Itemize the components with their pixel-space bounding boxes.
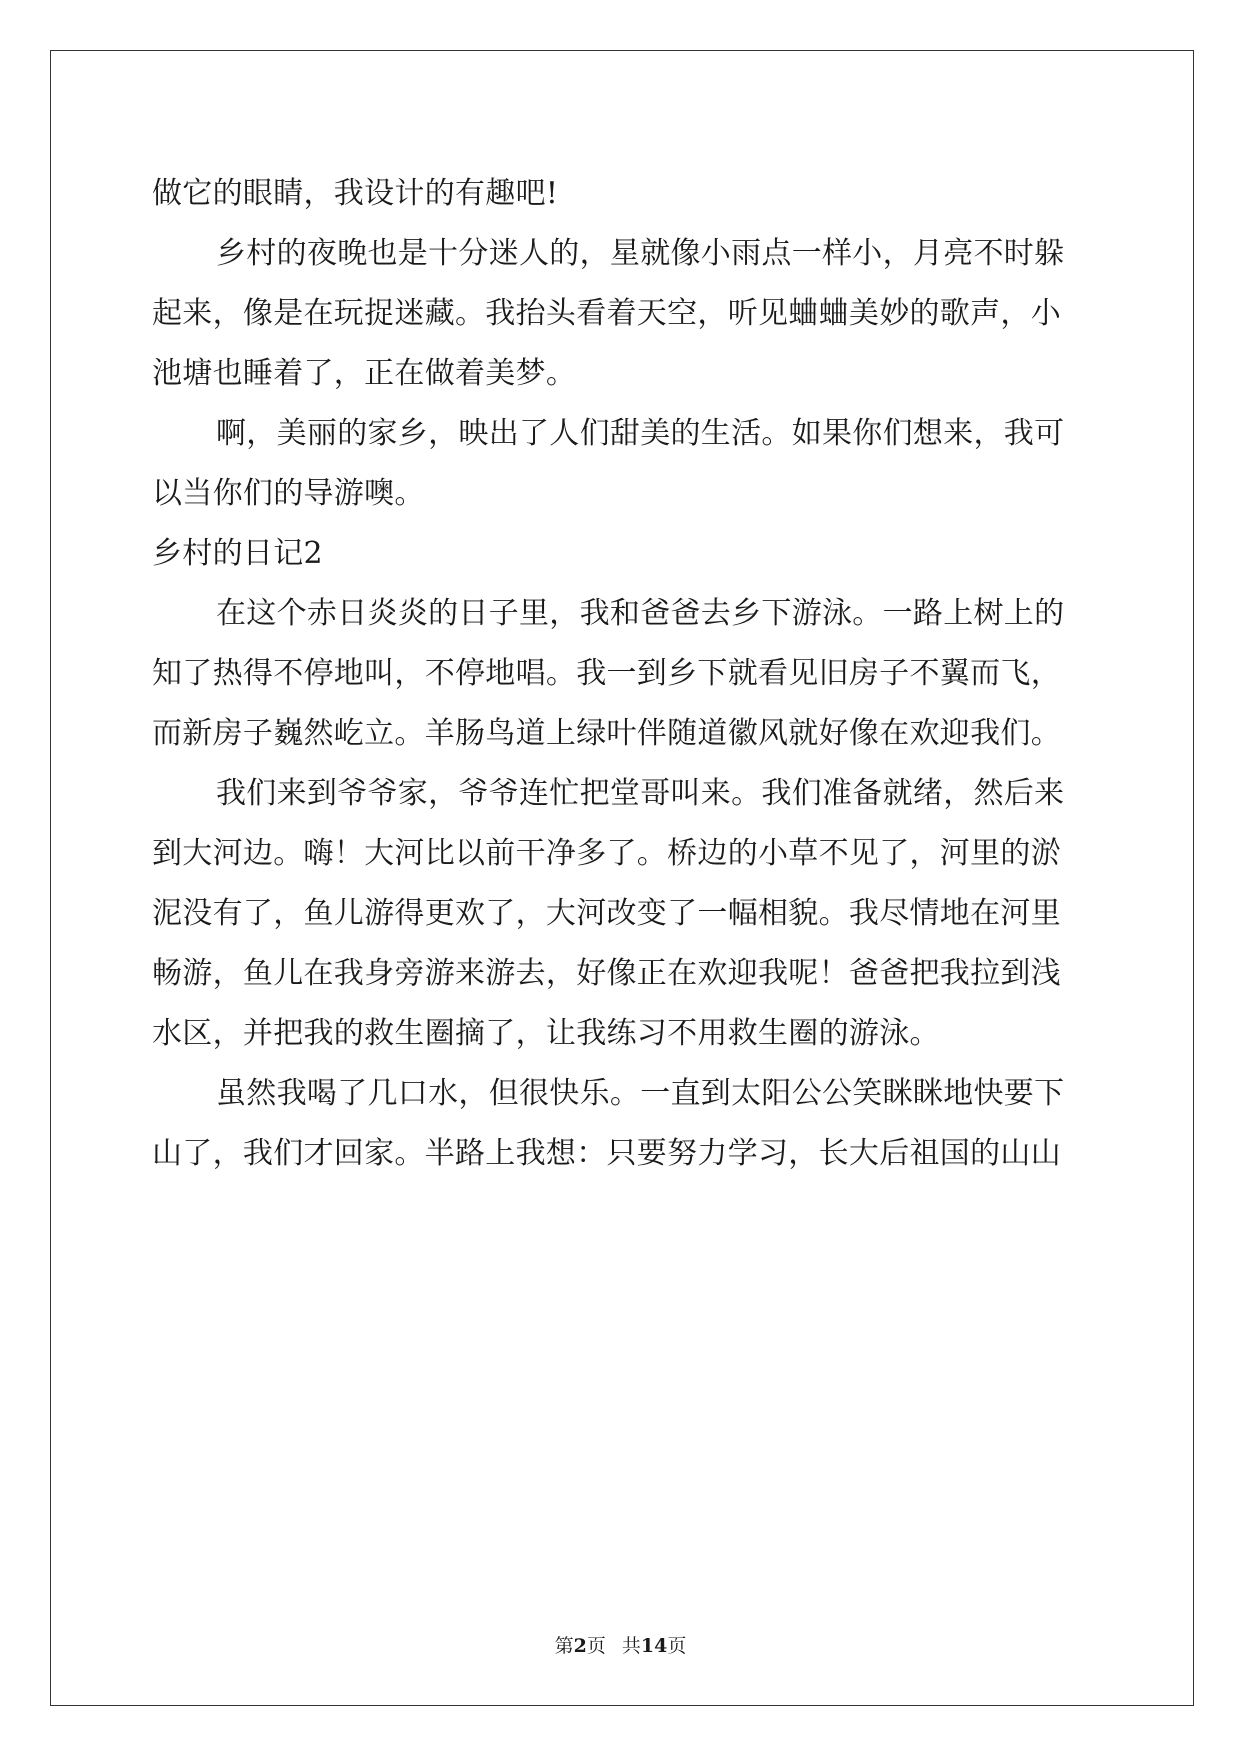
text-line: 池塘也睡着了，正在做着美梦。 [152,356,577,391]
text-line: 知了热得不停地叫，不停地唱。我一到乡下就看见旧房子不翼而飞， [152,656,1061,691]
text-line: 畅游，鱼儿在我身旁游来游去，好像正在欢迎我呢！爸爸把我拉到浅 [152,956,1061,991]
text-line: 起来，像是在玩捉迷藏。我抬头看着天空，听见蛐蛐美妙的歌声，小 [152,296,1061,331]
text-line: 做它的眼睛，我设计的有趣吧! [152,176,559,211]
text-line: 虽然我喝了几口水，但很快乐。一直到太阳公公笑眯眯地快要下 [216,1076,1065,1111]
total-pages-label: 共14页 [621,1635,687,1657]
page-footer [0,1631,1241,1658]
text-line: 到大河边。嗨！大河比以前干净多了。桥边的小草不见了，河里的淤 [152,836,1061,871]
text-line: 乡村的夜晚也是十分迷人的，星就像小雨点一样小，月亮不时躲 [216,236,1065,271]
page-number-label: 第2页 [554,1635,606,1657]
text-line: 而新房子巍然屹立。羊肠鸟道上绿叶伴随道徽风就好像在欢迎我们。 [152,716,1061,751]
text-line: 我们来到爷爷家，爷爷连忙把堂哥叫来。我们准备就绪，然后来 [216,776,1065,811]
total-pages: 14 [640,1635,668,1657]
text-line: 泥没有了，鱼儿游得更欢了，大河改变了一幅相貌。我尽情地在河里 [152,896,1061,931]
section-title: 乡村的日记2 [152,536,323,571]
text-line: 在这个赤日炎炎的日子里，我和爸爸去乡下游泳。一路上树上的 [216,596,1065,631]
text-line: 山了，我们才回家。半路上我想：只要努力学习，长大后祖国的山山 [152,1136,1061,1171]
text-line: 水区，并把我的救生圈摘了，让我练习不用救生圈的游泳。 [152,1016,940,1051]
page-number: 2 [573,1635,587,1657]
text-line: 以当你们的导游噢。 [152,476,425,511]
document-body [152,164,1092,1184]
text-line: 啊，美丽的家乡，映出了人们甜美的生活。如果你们想来，我可 [216,416,1065,451]
